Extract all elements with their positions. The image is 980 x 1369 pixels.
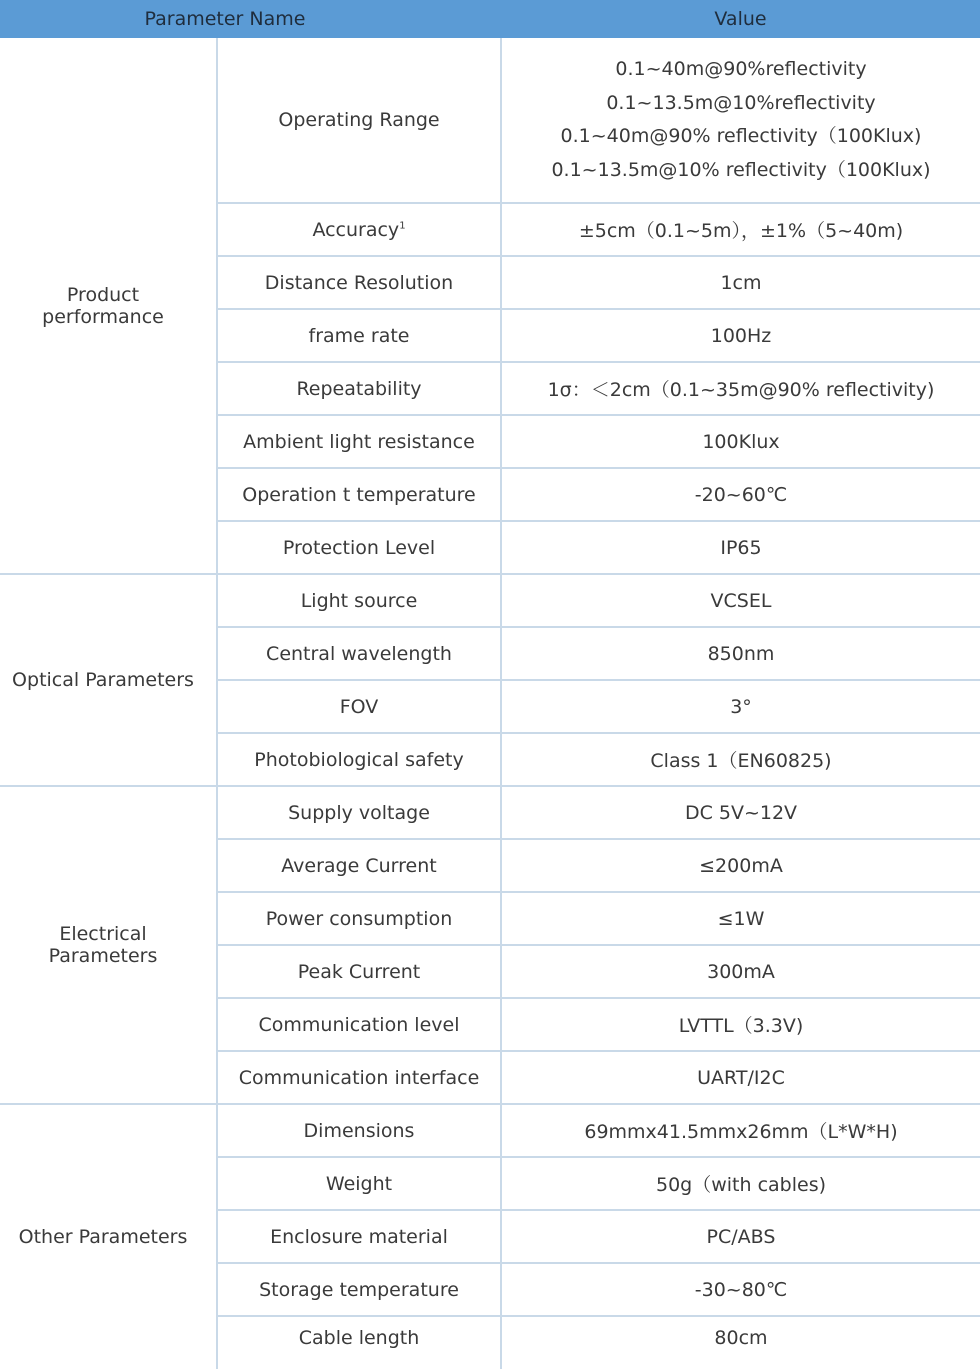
table-row: [0, 574, 980, 627]
param-value: 850nm: [501, 627, 980, 680]
group-label: Product performance: [42, 283, 164, 328]
param-value: -20~60℃: [501, 468, 980, 521]
param-name: Dimensions: [217, 1104, 501, 1157]
header-value: Value: [501, 0, 980, 38]
param-name: Enclosure material: [217, 1210, 501, 1263]
param-name: Protection Level: [217, 521, 501, 574]
param-value: 1σ：＜2cm（0.1~35m@90% reflectivity): [501, 362, 980, 415]
table-row: [0, 786, 980, 839]
param-value: 3°: [501, 680, 980, 733]
param-value: 100Hz: [501, 309, 980, 362]
param-value: IP65: [501, 521, 980, 574]
param-name: Light source: [217, 574, 501, 627]
param-name: Peak Current: [217, 945, 501, 998]
param-name: frame rate: [217, 309, 501, 362]
param-value: 1cm: [501, 256, 980, 309]
param-name: Communication level: [217, 998, 501, 1051]
group-label: Electrical Parameters: [0, 786, 217, 1104]
param-name: Accuracy$^1$: [217, 203, 501, 256]
value-line: 0.1~40m@90% reflectivity（100Klux): [560, 125, 922, 147]
value-line: 0.1~13.5m@10%reflectivity: [606, 91, 876, 114]
param-name: Operating Range: [217, 38, 501, 203]
header-row: [0, 0, 980, 38]
table-row: [0, 38, 980, 203]
param-value: UART/I2C: [501, 1051, 980, 1104]
param-name: Operation t temperature: [217, 468, 501, 521]
param-value: ≤1W: [501, 892, 980, 945]
table-row: [0, 1104, 980, 1157]
param-value: LVTTL（3.3V): [501, 998, 980, 1051]
param-name: FOV: [217, 680, 501, 733]
param-value: [501, 38, 980, 203]
param-value: Class 1（EN60825): [501, 733, 980, 786]
param-name: Photobiological safety: [217, 733, 501, 786]
param-name: Average Current: [217, 839, 501, 892]
footnote-marker: 1: [399, 220, 406, 232]
group-label: Other Parameters: [0, 1104, 217, 1369]
param-name: Distance Resolution: [217, 256, 501, 309]
param-name: Cable length: [217, 1316, 501, 1369]
param-name: Central wavelength: [217, 627, 501, 680]
param-name: Repeatability: [217, 362, 501, 415]
param-value: 50g（with cables): [501, 1157, 980, 1210]
param-name: Ambient light resistance: [217, 415, 501, 468]
param-value: 69mmx41.5mmx26mm（L*W*H): [501, 1104, 980, 1157]
param-value: DC 5V~12V: [501, 786, 980, 839]
param-name: Weight: [217, 1157, 501, 1210]
value-line: 0.1~13.5m@10% reflectivity（100Klux): [551, 158, 931, 181]
param-value: 300mA: [501, 945, 980, 998]
param-name: Communication interface: [217, 1051, 501, 1104]
param-value: PC/ABS: [501, 1210, 980, 1263]
param-name: Supply voltage: [217, 786, 501, 839]
param-value: VCSEL: [501, 574, 980, 627]
param-value: ≤200mA: [501, 839, 980, 892]
param-name: Power consumption: [217, 892, 501, 945]
param-value: -30~80℃: [501, 1263, 980, 1316]
param-value: 80cm: [501, 1316, 980, 1369]
param-value: 100Klux: [501, 415, 980, 468]
param-value: ±5cm（0.1~5m），±1%（5~40m): [501, 203, 980, 256]
value-line: 0.1~40m@90%reflectivity: [615, 58, 867, 80]
group-label: Optical Parameters: [0, 574, 217, 786]
header-parameter-name: Parameter Name: [0, 0, 501, 38]
param-name: Storage temperature: [217, 1263, 501, 1316]
